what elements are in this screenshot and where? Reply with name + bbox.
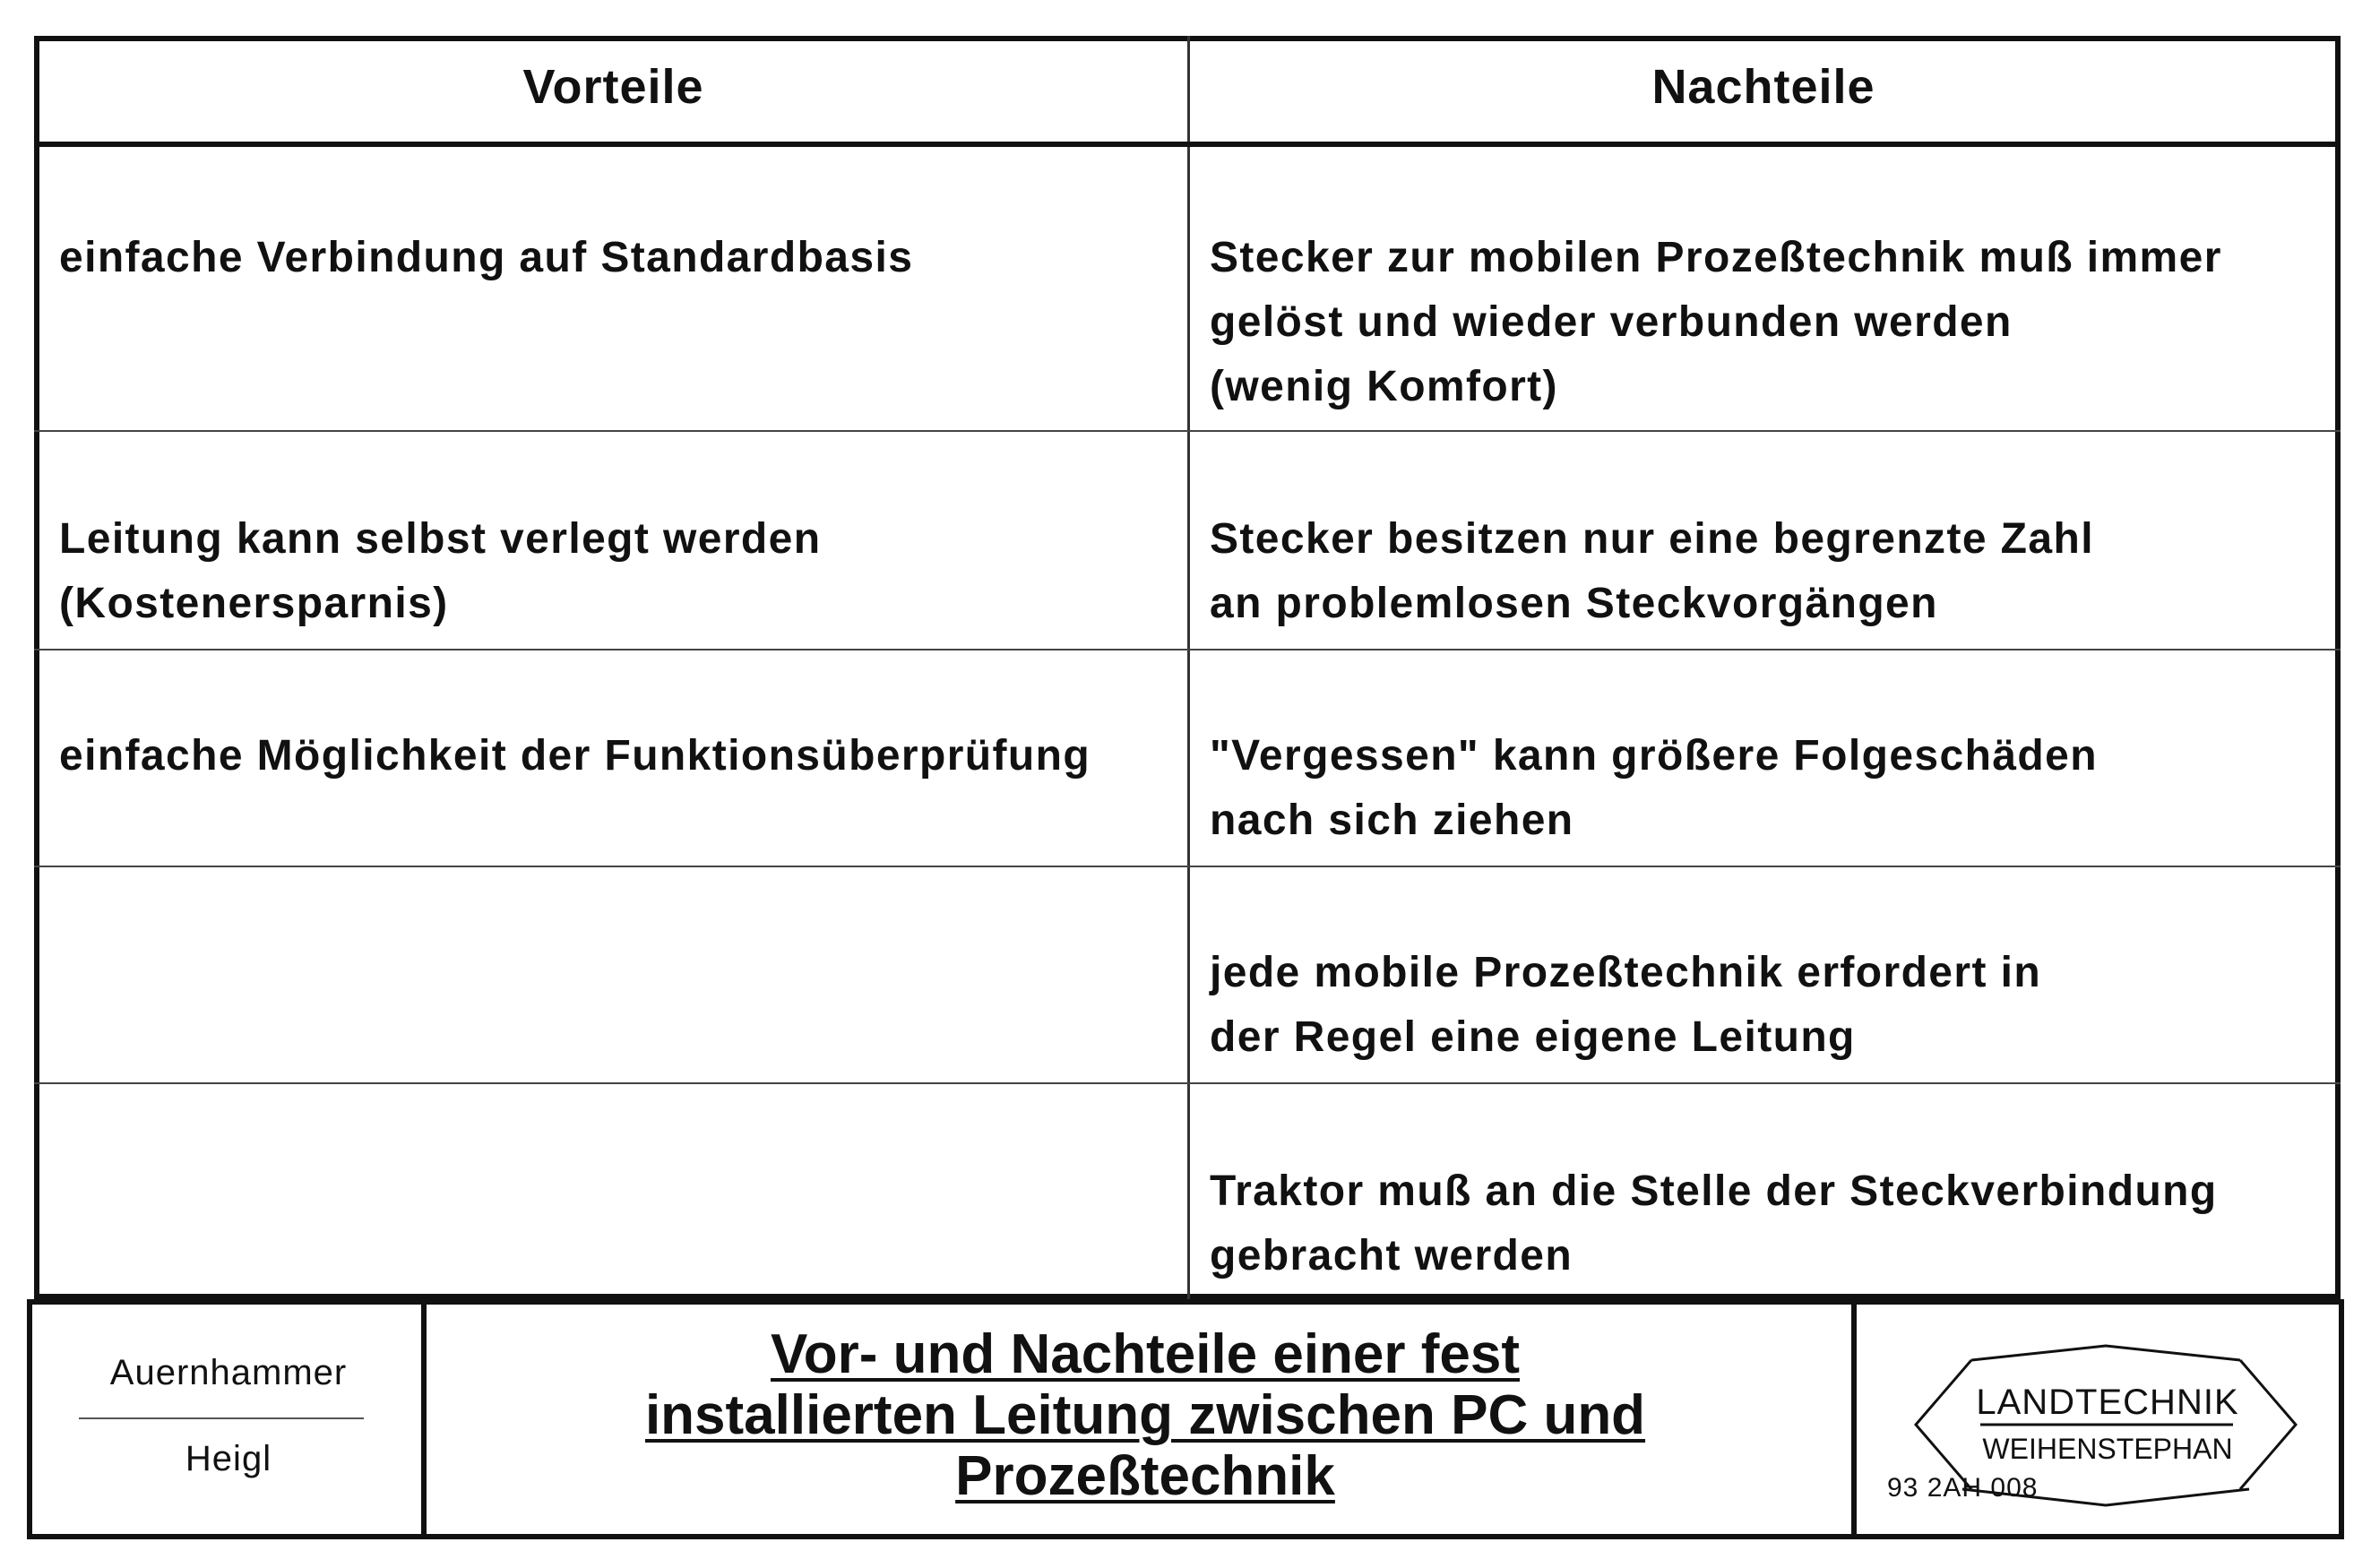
disadvantage-line: gebracht werden <box>1210 1232 1573 1279</box>
title-block-divider <box>421 1299 427 1539</box>
author-name: Auernhammer <box>109 1353 348 1392</box>
advantage-line: einfache Verbindung auf Standardbasis <box>59 234 914 281</box>
author-name: Heigl <box>185 1439 272 1478</box>
row-divider <box>34 430 2341 432</box>
header-disadvantages: Nachteile <box>1651 60 1875 114</box>
title-line: Prozeßtechnik <box>955 1445 1335 1507</box>
document-code: 93 2AH 008 <box>1887 1473 2039 1503</box>
advantage-cell <box>59 724 1091 788</box>
header-advantages: Vorteile <box>522 60 704 114</box>
disadvantage-line: jede mobile Prozeßtechnik erfordert in <box>1210 949 2042 996</box>
disadvantage-cell <box>1210 507 2094 636</box>
disadvantage-cell <box>1210 226 2222 419</box>
disadvantage-line: nach sich ziehen <box>1210 797 1574 844</box>
disadvantage-line: Traktor muß an die Stelle der Steckverbindung <box>1210 1167 2218 1215</box>
advantage-cell <box>59 507 821 636</box>
author-separator <box>79 1417 364 1419</box>
title-line: installierten Leitung zwischen PC und <box>644 1384 1646 1446</box>
row-divider <box>34 866 2341 867</box>
logo-line: WEIHENSTEPHAN <box>1982 1433 2233 1465</box>
logo-line: LANDTECHNIK <box>1976 1383 2239 1422</box>
row-divider <box>34 649 2341 650</box>
disadvantage-cell <box>1210 724 2098 853</box>
row-divider <box>34 1082 2341 1084</box>
disadvantage-line: "Vergessen" kann größere Folgeschäden <box>1210 732 2098 780</box>
disadvantage-line: (wenig Komfort) <box>1210 363 1558 410</box>
disadvantage-line: gelöst und wieder verbunden werden <box>1210 298 2013 346</box>
column-divider <box>1187 36 1190 1299</box>
disadvantage-cell <box>1210 941 2041 1070</box>
header-rule <box>34 142 2341 147</box>
advantage-line: Leitung kann selbst verlegt werden <box>59 515 822 563</box>
disadvantage-cell <box>1210 1159 2218 1288</box>
advantage-line: (Kostenersparnis) <box>59 580 449 627</box>
disadvantage-line: an problemlosen Steckvorgängen <box>1210 580 1938 627</box>
disadvantage-line: Stecker besitzen nur eine begrenzte Zahl <box>1210 515 2094 563</box>
document-title <box>437 1324 1853 1507</box>
disadvantage-line: Stecker zur mobilen Prozeßtechnik muß immer <box>1210 234 2222 281</box>
disadvantage-line: der Regel eine eigene Leitung <box>1210 1013 1856 1061</box>
advantage-line: einfache Möglichkeit der Funktionsüberprüfung <box>59 732 1091 780</box>
title-line: Vor- und Nachteile einer fest <box>770 1323 1521 1385</box>
advantage-cell <box>59 226 913 290</box>
